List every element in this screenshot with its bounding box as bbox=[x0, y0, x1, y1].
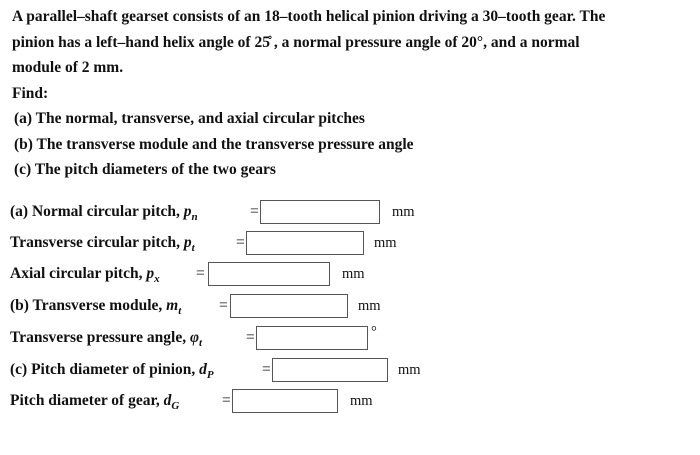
equals-sign: = bbox=[196, 265, 205, 282]
equals-sign: = bbox=[250, 203, 259, 220]
equals-sign: = bbox=[219, 297, 228, 314]
pinion-diameter-label: (c) Pitch diameter of pinion, $d_P$ bbox=[10, 361, 214, 381]
axial-pitch-label: Axial circular pitch, $p_x$ bbox=[10, 265, 160, 285]
transverse-module-input[interactable] bbox=[230, 294, 348, 318]
axial-pitch-input[interactable] bbox=[208, 262, 330, 286]
gear-diameter-label: Pitch diameter of gear, $d_G$ bbox=[10, 392, 180, 412]
equals-sign: = bbox=[222, 392, 231, 409]
equals-sign: = bbox=[262, 361, 271, 378]
normal-pitch-label: (a) Normal circular pitch, $p_n$ bbox=[10, 203, 198, 223]
equals-sign: = bbox=[236, 234, 245, 251]
pinion-diameter-unit: mm bbox=[398, 362, 421, 378]
transverse-module-label: (b) Transverse module, $m_t$ bbox=[10, 297, 182, 317]
degree-unit: ° bbox=[371, 324, 377, 340]
problem-line-3: module of 2 mm. bbox=[12, 59, 124, 76]
equals-sign: = bbox=[246, 329, 255, 346]
problem-line-2: pinion has a left–hand helix angle of 25̊ , a normal pressure angle of 20°, and a normal bbox=[12, 33, 580, 51]
task-b: (b) The transverse module and the transverse pressure angle bbox=[14, 135, 414, 153]
normal-pitch-input[interactable] bbox=[260, 200, 380, 224]
find-heading: Find: bbox=[12, 84, 49, 102]
problem-statement bbox=[12, 4, 692, 183]
transverse-pitch-label: Transverse circular pitch, $p_t$ bbox=[10, 234, 195, 254]
pinion-diameter-input[interactable] bbox=[272, 358, 388, 382]
gear-diameter-input[interactable] bbox=[232, 389, 338, 413]
problem-line-1: A parallel–shaft gearset consists of an 18–tooth helical pinion driving a 30–tooth gear. The bbox=[12, 8, 606, 25]
task-a: (a) The normal, transverse, and axial circular pitches bbox=[14, 110, 365, 127]
transverse-pitch-unit: mm bbox=[374, 235, 397, 251]
transverse-pressure-angle-label: Transverse pressure angle, $\varphi_t$ bbox=[10, 329, 203, 349]
transverse-module-unit: mm bbox=[358, 298, 381, 314]
transverse-pitch-input[interactable] bbox=[246, 231, 364, 255]
transverse-pressure-angle-input[interactable] bbox=[256, 326, 368, 350]
task-c: (c) The pitch diameters of the two gears bbox=[14, 161, 276, 178]
axial-pitch-unit: mm bbox=[342, 266, 365, 282]
normal-pitch-unit: mm bbox=[392, 204, 415, 220]
gear-diameter-unit: mm bbox=[350, 393, 373, 409]
